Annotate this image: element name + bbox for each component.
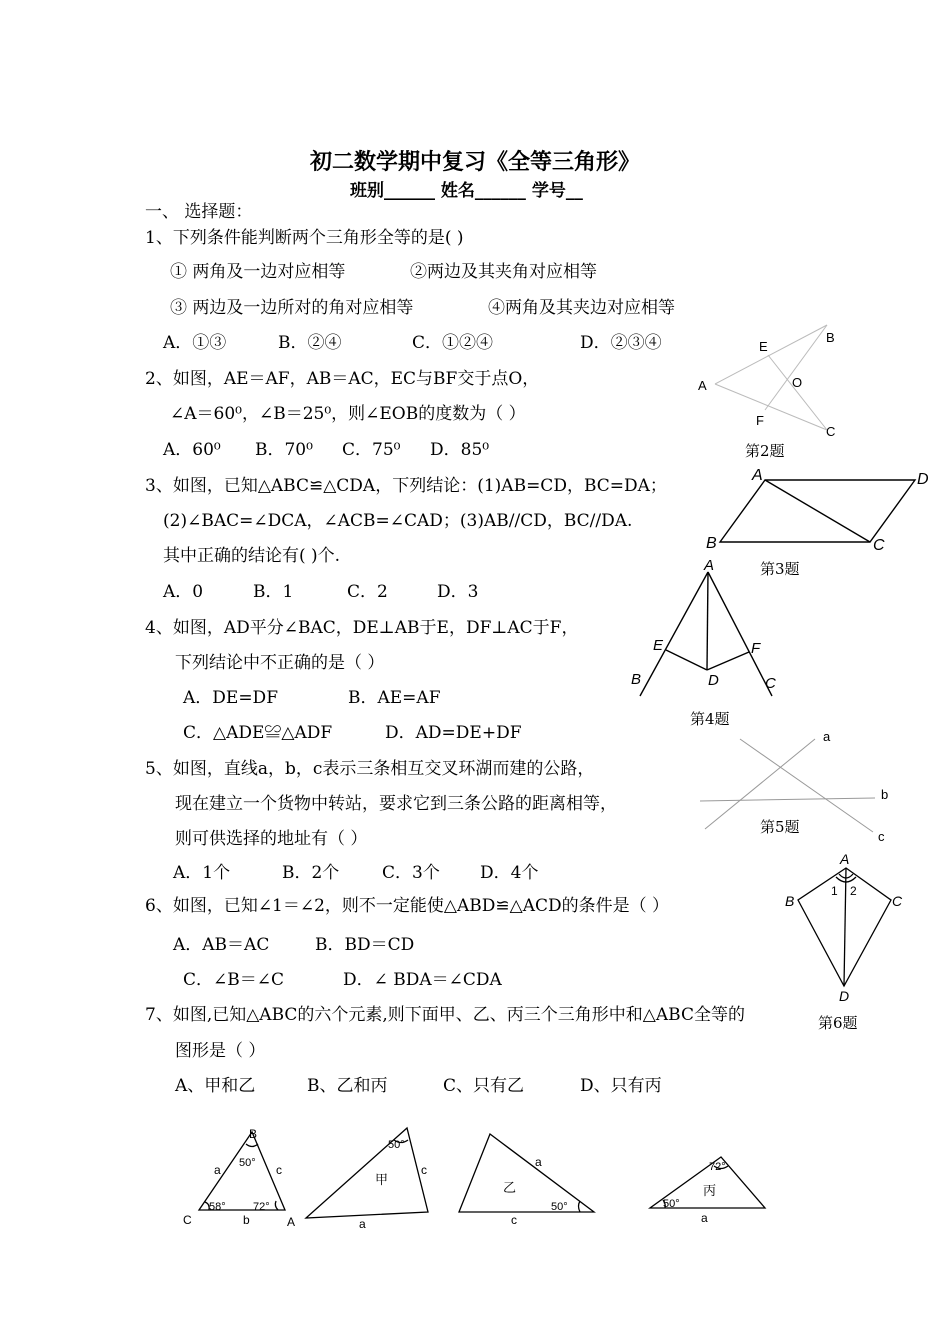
fig3-label-d: D — [917, 471, 929, 488]
fig7-label-a: A — [287, 1215, 296, 1229]
q7-line-2: 图形是（ ） — [175, 1041, 266, 1061]
q2-option-c: C．75⁰ — [342, 440, 401, 460]
figure-4 — [625, 556, 795, 706]
fig2-label-f: F — [756, 413, 764, 428]
q6-option-c: C．∠B＝∠C — [183, 970, 284, 990]
fig2-label-a: A — [698, 378, 707, 393]
fig7-yi-angle: 50° — [551, 1201, 568, 1213]
q3-line-3: 其中正确的结论有( )个. — [163, 546, 341, 566]
fig6-label-b: B — [785, 893, 795, 909]
q2-option-a: A．60⁰ — [163, 440, 221, 460]
q5-line-2: 现在建立一个货物中转站，要求它到三条公路的距离相等， — [175, 794, 617, 814]
q7-option-b: B、乙和丙 — [307, 1076, 388, 1096]
fig7-side-a: a — [214, 1163, 221, 1177]
fig3-label-c: C — [873, 537, 885, 554]
q5-option-c: C．3个 — [382, 863, 440, 883]
fig4-label-c: C — [765, 675, 776, 692]
fig7-jia-side-a: a — [359, 1217, 366, 1231]
q5-option-a: A．1个 — [173, 863, 231, 883]
fig2-caption: 第2题 — [745, 442, 785, 460]
q2-option-d: D．85⁰ — [430, 440, 490, 460]
figure-6 — [778, 850, 913, 1005]
q4-option-b: B．AE=AF — [348, 688, 441, 708]
fig5-label-a: a — [823, 729, 831, 744]
q5-option-b: B．2个 — [282, 863, 340, 883]
q4-option-d: D．AD=DE+DF — [385, 723, 522, 743]
q5-line-3: 则可供选择的地址有（ ） — [175, 829, 368, 849]
fig2-label-c: C — [826, 424, 836, 439]
q7-option-c: C、只有乙 — [443, 1076, 525, 1096]
fig2-label-e: E — [759, 339, 768, 354]
fig7-yi-side-a: a — [535, 1155, 542, 1169]
fig3-label-b: B — [706, 535, 717, 552]
figure-7 — [175, 1118, 785, 1238]
q1-option-b: B．②④ — [278, 333, 342, 353]
q2-option-b: B．70⁰ — [255, 440, 313, 460]
q4-option-c: C．△ADE≌△ADF — [183, 723, 333, 743]
q3-line-2: (2)∠BAC=∠DCA，∠ACB=∠CAD；(3)AB//CD，BC//DA. — [163, 511, 633, 531]
q1-condition-3: ③ 两边及一边所对的角对应相等 — [170, 298, 414, 318]
figure-2 — [690, 318, 860, 443]
q5-stem: 5、如图，直线a，b，c表示三条相互交叉环湖而建的公路， — [145, 759, 595, 779]
fig7-angle-b: 50° — [239, 1157, 256, 1169]
q3-option-b: B．1 — [253, 582, 294, 602]
q4-stem: 4、如图，AD平分∠BAC，DE⊥AB于E，DF⊥AC于F， — [145, 618, 579, 638]
fig5-label-c: c — [878, 829, 885, 844]
q1-option-d: D．②③④ — [580, 333, 662, 353]
fig6-caption: 第6题 — [818, 1014, 858, 1032]
fig7-angle-c: 58° — [209, 1201, 226, 1213]
q7-option-d: D、只有丙 — [580, 1076, 662, 1096]
q3-option-a: A．0 — [163, 582, 204, 602]
q1-stem: 1、下列条件能判断两个三角形全等的是( ) — [145, 228, 464, 248]
q1-condition-1: ① 两角及一边对应相等 — [170, 262, 346, 282]
figure-3 — [700, 462, 940, 557]
q7-stem: 7、如图,已知△ABC的六个元素,则下面甲、乙、丙三个三角形中和△ABC全等的 — [145, 1005, 745, 1025]
fig4-label-f: F — [751, 640, 761, 657]
q1-option-c: C．①②④ — [412, 333, 494, 353]
q1-option-a: A．①③ — [163, 333, 227, 353]
q3-stem: 3、如图，已知△ABC≌△CDA，下列结论：(1)AB=CD，BC=DA； — [145, 476, 667, 496]
q6-stem: 6、如图，已知∠1＝∠2，则不一定能使△ABD≌△ACD的条件是（ ） — [145, 896, 670, 916]
fig6-label-1: 1 — [831, 884, 838, 898]
fig7-yi-side-c: c — [511, 1213, 517, 1227]
fig7-yi-label: 乙 — [503, 1180, 517, 1195]
q3-option-c: C．2 — [347, 582, 388, 602]
student-info-line: 班别______ 姓名______ 学号__ — [350, 181, 583, 201]
fig4-label-b: B — [631, 671, 642, 688]
fig2-label-b: B — [826, 330, 835, 345]
q2-condition: ∠A＝60⁰，∠B＝25⁰，则∠EOB的度数为（ ） — [170, 404, 526, 424]
fig7-angle-a: 72° — [253, 1201, 270, 1213]
figure-5 — [695, 725, 905, 850]
fig7-side-b: b — [243, 1213, 250, 1227]
fig6-label-a: A — [840, 851, 850, 867]
fig7-side-c: c — [276, 1163, 282, 1177]
fig6-label-c: C — [892, 893, 903, 909]
fig7-bing-side-a: a — [701, 1211, 708, 1225]
fig3-label-a: A — [752, 467, 763, 484]
fig5-label-b: b — [881, 787, 889, 802]
fig4-label-e: E — [653, 637, 664, 654]
section-heading: 一、 选择题： — [145, 202, 253, 222]
q1-condition-2: ②两边及其夹角对应相等 — [410, 262, 597, 282]
fig7-jia-angle: 50° — [388, 1139, 405, 1151]
q7-option-a: A、甲和乙 — [175, 1076, 256, 1096]
fig7-jia-label: 甲 — [375, 1172, 389, 1187]
page-title: 初二数学期中复习《全等三角形》 — [309, 149, 640, 175]
fig7-bing-angle-left: 50° — [663, 1198, 680, 1210]
q6-option-d: D．∠ BDA＝∠CDA — [343, 970, 502, 990]
q3-option-d: D．3 — [437, 582, 479, 602]
fig7-bing-angle-top: 72° — [709, 1161, 726, 1173]
fig3-caption: 第3题 — [760, 560, 800, 578]
fig6-label-2: 2 — [850, 884, 857, 898]
fig7-bing-label: 丙 — [703, 1183, 717, 1198]
fig7-label-b: B — [249, 1127, 258, 1141]
q6-option-a: A．AB＝AC — [173, 935, 270, 955]
fig4-caption: 第4题 — [690, 710, 730, 728]
fig6-label-d: D — [839, 988, 850, 1004]
q6-option-b: B．BD＝CD — [315, 935, 415, 955]
fig4-label-d: D — [708, 672, 719, 689]
fig4-label-a: A — [704, 557, 715, 574]
q4-line-2: 下列结论中不正确的是（ ） — [175, 653, 385, 673]
fig2-label-o: O — [792, 375, 803, 390]
fig7-jia-side-c: c — [421, 1163, 427, 1177]
fig5-caption: 第5题 — [760, 818, 800, 836]
fig7-label-c: C — [183, 1213, 192, 1227]
q4-option-a: A．DE=DF — [183, 688, 278, 708]
q2-stem: 2、如图，AE＝AF，AB＝AC，EC与BF交于点O， — [145, 369, 540, 389]
q1-condition-4: ④两角及其夹边对应相等 — [488, 298, 675, 318]
q5-option-d: D．4个 — [480, 863, 539, 883]
